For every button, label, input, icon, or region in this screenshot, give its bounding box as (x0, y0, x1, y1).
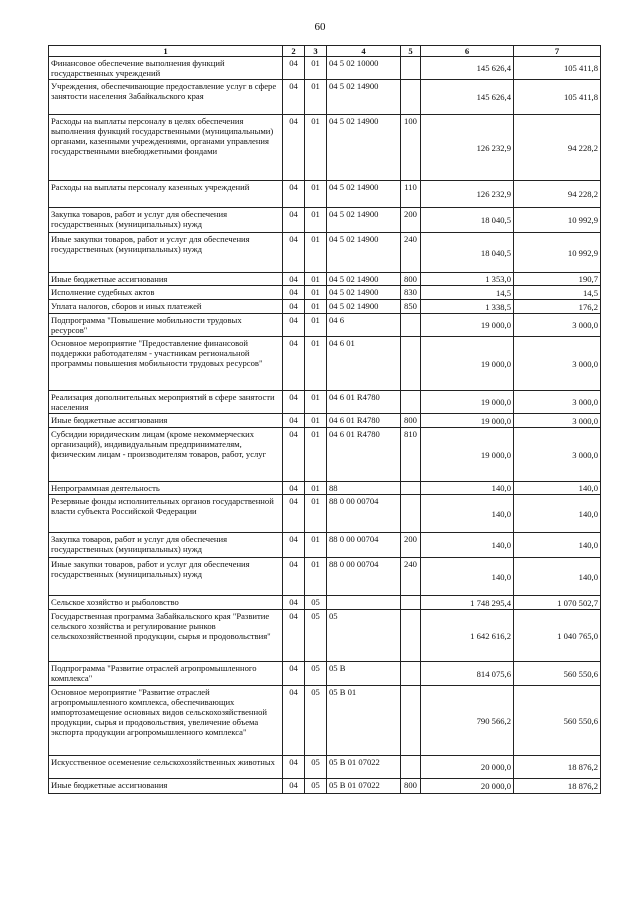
row-target-article: 05 (327, 610, 401, 662)
row-amount-year-2: 3 000,0 (514, 428, 601, 482)
row-expense-type: 800 (401, 273, 421, 286)
row-name: Иные закупки товаров, работ и услуг для обеспечения государственных (муниципальных) нужд (49, 233, 283, 273)
row-expense-type (401, 57, 421, 80)
row-amount-year-2: 14,5 (514, 286, 601, 300)
row-name: Иные бюджетные ассигнования (49, 779, 283, 794)
row-amount-year-1: 18 040,5 (421, 233, 514, 273)
row-amount-year-1: 145 626,4 (421, 80, 514, 115)
row-amount-year-1: 126 232,9 (421, 181, 514, 208)
table-row (49, 414, 601, 428)
row-amount-year-1: 790 566,2 (421, 686, 514, 756)
row-section: 04 (283, 686, 305, 756)
row-name: Иные бюджетные ассигнования (49, 273, 283, 286)
row-amount-year-2: 560 550,6 (514, 686, 601, 756)
row-subsection: 01 (305, 181, 327, 208)
row-amount-year-1: 145 626,4 (421, 57, 514, 80)
page-number: 60 (314, 21, 326, 33)
col-header-5: 5 (401, 46, 421, 57)
row-name: Учреждения, обеспечивающие предоставление услуг в сфере занятости населения Забайкальского края (49, 80, 283, 115)
row-target-article: 05 В 01 07022 (327, 756, 401, 779)
row-amount-year-2: 1 040 765,0 (514, 610, 601, 662)
row-subsection: 05 (305, 596, 327, 610)
row-name: Подпрограмма "Повышение мобильности трудовых ресурсов" (49, 314, 283, 337)
row-subsection: 01 (305, 300, 327, 314)
row-subsection: 01 (305, 208, 327, 233)
row-name: Исполнение судебных актов (49, 286, 283, 300)
row-amount-year-2: 18 876,2 (514, 756, 601, 779)
row-amount-year-1: 19 000,0 (421, 391, 514, 414)
row-subsection: 01 (305, 57, 327, 80)
row-amount-year-1: 814 075,6 (421, 662, 514, 686)
row-amount-year-2: 105 411,8 (514, 57, 601, 80)
row-expense-type (401, 756, 421, 779)
table-row (49, 300, 601, 314)
row-expense-type (401, 686, 421, 756)
row-section: 04 (283, 779, 305, 794)
row-target-article: 05 В (327, 662, 401, 686)
row-section: 04 (283, 181, 305, 208)
header-row (49, 46, 601, 57)
row-expense-type (401, 482, 421, 495)
row-section: 04 (283, 533, 305, 558)
row-amount-year-1: 126 232,9 (421, 115, 514, 181)
row-target-article: 88 0 00 00704 (327, 533, 401, 558)
row-name: Реализация дополнительных мероприятий в сфере занятости населения (49, 391, 283, 414)
row-amount-year-1: 1 338,5 (421, 300, 514, 314)
row-section: 04 (283, 57, 305, 80)
row-subsection: 01 (305, 558, 327, 596)
row-expense-type: 200 (401, 533, 421, 558)
row-amount-year-1: 1 748 295,4 (421, 596, 514, 610)
row-name: Подпрограмма "Развитие отраслей агропромышленного комплекса" (49, 662, 283, 686)
row-target-article: 04 5 02 14900 (327, 208, 401, 233)
row-expense-type (401, 495, 421, 533)
row-expense-type (401, 391, 421, 414)
row-target-article: 04 6 01 R4780 (327, 414, 401, 428)
row-target-article: 04 6 01 R4780 (327, 391, 401, 414)
row-expense-type (401, 314, 421, 337)
row-amount-year-2: 3 000,0 (514, 414, 601, 428)
col-header-6: 6 (421, 46, 514, 57)
row-subsection: 05 (305, 779, 327, 794)
row-amount-year-1: 20 000,0 (421, 779, 514, 794)
row-subsection: 01 (305, 533, 327, 558)
row-amount-year-1: 19 000,0 (421, 428, 514, 482)
table-row (49, 495, 601, 533)
row-section: 04 (283, 428, 305, 482)
row-amount-year-2: 18 876,2 (514, 779, 601, 794)
row-amount-year-2: 140,0 (514, 495, 601, 533)
row-section: 04 (283, 495, 305, 533)
row-name: Резервные фонды исполнительных органов государственной власти субъекта Российской Федерации (49, 495, 283, 533)
row-target-article: 04 5 02 10000 (327, 57, 401, 80)
row-target-article: 04 5 02 14900 (327, 80, 401, 115)
row-expense-type (401, 596, 421, 610)
table-row (49, 686, 601, 756)
row-expense-type: 100 (401, 115, 421, 181)
row-name: Государственная программа Забайкальского края "Развитие сельского хозяйства и регулирование рынков сельскохозяйственной продукции, сырья и продовольствия" (49, 610, 283, 662)
table-row (49, 596, 601, 610)
row-expense-type: 800 (401, 414, 421, 428)
row-amount-year-2: 140,0 (514, 533, 601, 558)
row-amount-year-1: 140,0 (421, 533, 514, 558)
row-subsection: 01 (305, 428, 327, 482)
table-row (49, 286, 601, 300)
table-row (49, 533, 601, 558)
row-amount-year-2: 176,2 (514, 300, 601, 314)
row-amount-year-2: 140,0 (514, 558, 601, 596)
row-section: 04 (283, 80, 305, 115)
table-row (49, 208, 601, 233)
row-name: Закупка товаров, работ и услуг для обеспечения государственных (муниципальных) нужд (49, 533, 283, 558)
table-row (49, 337, 601, 391)
row-amount-year-1: 18 040,5 (421, 208, 514, 233)
table-row (49, 482, 601, 495)
row-section: 04 (283, 273, 305, 286)
row-expense-type (401, 337, 421, 391)
row-section: 04 (283, 610, 305, 662)
row-subsection: 05 (305, 662, 327, 686)
table-row (49, 610, 601, 662)
table-row (49, 273, 601, 286)
row-section: 04 (283, 233, 305, 273)
table-row (49, 662, 601, 686)
row-section: 04 (283, 596, 305, 610)
row-amount-year-1: 14,5 (421, 286, 514, 300)
row-name: Расходы на выплаты персоналу казенных учреждений (49, 181, 283, 208)
row-amount-year-1: 140,0 (421, 558, 514, 596)
row-name: Основное мероприятие "Предоставление финансовой поддержки работодателям - участникам региональной программы повышения мобильности трудовых ресурсов" (49, 337, 283, 391)
row-name: Сельское хозяйство и рыболовство (49, 596, 283, 610)
row-name: Финансовое обеспечение выполнения функций государственных учреждений (49, 57, 283, 80)
col-header-3: 3 (305, 46, 327, 57)
row-section: 04 (283, 300, 305, 314)
table-row (49, 558, 601, 596)
col-header-4: 4 (327, 46, 401, 57)
row-target-article: 04 5 02 14900 (327, 273, 401, 286)
row-section: 04 (283, 286, 305, 300)
row-target-article: 04 6 01 R4780 (327, 428, 401, 482)
row-subsection: 01 (305, 233, 327, 273)
col-header-7: 7 (514, 46, 601, 57)
row-subsection: 01 (305, 337, 327, 391)
row-target-article: 04 5 02 14900 (327, 300, 401, 314)
row-amount-year-2: 105 411,8 (514, 80, 601, 115)
row-expense-type: 110 (401, 181, 421, 208)
row-expense-type: 240 (401, 558, 421, 596)
row-amount-year-1: 19 000,0 (421, 337, 514, 391)
row-name: Непрограммная деятельность (49, 482, 283, 495)
row-subsection: 01 (305, 414, 327, 428)
row-section: 04 (283, 391, 305, 414)
row-target-article: 05 В 01 (327, 686, 401, 756)
row-name: Уплата налогов, сборов и иных платежей (49, 300, 283, 314)
row-name: Искусственное осеменение сельскохозяйственных животных (49, 756, 283, 779)
row-amount-year-2: 3 000,0 (514, 337, 601, 391)
row-amount-year-2: 94 228,2 (514, 115, 601, 181)
row-target-article: 04 6 01 (327, 337, 401, 391)
row-section: 04 (283, 482, 305, 495)
row-amount-year-2: 3 000,0 (514, 314, 601, 337)
table-row (49, 57, 601, 80)
row-subsection: 01 (305, 482, 327, 495)
row-amount-year-1: 140,0 (421, 495, 514, 533)
row-amount-year-1: 19 000,0 (421, 414, 514, 428)
row-target-article: 04 5 02 14900 (327, 286, 401, 300)
row-expense-type: 800 (401, 779, 421, 794)
row-expense-type (401, 610, 421, 662)
col-header-1: 1 (49, 46, 283, 57)
row-section: 04 (283, 756, 305, 779)
row-name: Основное мероприятие "Развитие отраслей агропромышленного комплекса, обеспечивающих импортозамещение основных видов сельскохозяйственной продукции, сырья и продовольствия, увеличение объема экспорта продукции агропромышленного комплекса" (49, 686, 283, 756)
table-row (49, 756, 601, 779)
row-name: Закупка товаров, работ и услуг для обеспечения государственных (муниципальных) нужд (49, 208, 283, 233)
row-expense-type: 810 (401, 428, 421, 482)
budget-table (48, 45, 601, 794)
row-amount-year-1: 1 642 616,2 (421, 610, 514, 662)
table-row (49, 80, 601, 115)
row-target-article: 05 В 01 07022 (327, 779, 401, 794)
row-subsection: 01 (305, 495, 327, 533)
table-row (49, 181, 601, 208)
row-section: 04 (283, 208, 305, 233)
row-subsection: 01 (305, 314, 327, 337)
row-section: 04 (283, 558, 305, 596)
row-target-article: 04 5 02 14900 (327, 233, 401, 273)
table-row (49, 115, 601, 181)
row-amount-year-1: 140,0 (421, 482, 514, 495)
row-section: 04 (283, 662, 305, 686)
row-target-article (327, 596, 401, 610)
row-target-article: 88 0 00 00704 (327, 558, 401, 596)
row-expense-type: 200 (401, 208, 421, 233)
table-row (49, 314, 601, 337)
row-subsection: 05 (305, 756, 327, 779)
row-target-article: 04 5 02 14900 (327, 181, 401, 208)
row-target-article: 88 0 00 00704 (327, 495, 401, 533)
row-subsection: 01 (305, 286, 327, 300)
table-row (49, 233, 601, 273)
row-subsection: 01 (305, 115, 327, 181)
row-amount-year-2: 10 992,9 (514, 208, 601, 233)
col-header-2: 2 (283, 46, 305, 57)
row-target-article: 04 6 (327, 314, 401, 337)
row-section: 04 (283, 414, 305, 428)
row-subsection: 01 (305, 273, 327, 286)
row-name: Субсидии юридическим лицам (кроме некоммерческих организаций), индивидуальным предпринимателям, физическим лицам - производителям товаров, работ, услуг (49, 428, 283, 482)
row-expense-type: 850 (401, 300, 421, 314)
row-amount-year-1: 1 353,0 (421, 273, 514, 286)
row-expense-type: 240 (401, 233, 421, 273)
row-section: 04 (283, 314, 305, 337)
table-row (49, 428, 601, 482)
table-row (49, 391, 601, 414)
row-name: Иные бюджетные ассигнования (49, 414, 283, 428)
row-amount-year-2: 3 000,0 (514, 391, 601, 414)
row-amount-year-1: 19 000,0 (421, 314, 514, 337)
row-subsection: 05 (305, 610, 327, 662)
row-amount-year-2: 1 070 502,7 (514, 596, 601, 610)
row-target-article: 88 (327, 482, 401, 495)
row-name: Иные закупки товаров, работ и услуг для обеспечения государственных (муниципальных) нужд (49, 558, 283, 596)
row-amount-year-2: 190,7 (514, 273, 601, 286)
row-subsection: 01 (305, 391, 327, 414)
row-amount-year-2: 560 550,6 (514, 662, 601, 686)
row-amount-year-2: 94 228,2 (514, 181, 601, 208)
row-amount-year-1: 20 000,0 (421, 756, 514, 779)
row-subsection: 01 (305, 80, 327, 115)
row-section: 04 (283, 337, 305, 391)
row-subsection: 05 (305, 686, 327, 756)
row-expense-type (401, 662, 421, 686)
row-amount-year-2: 10 992,9 (514, 233, 601, 273)
row-section: 04 (283, 115, 305, 181)
row-expense-type (401, 80, 421, 115)
row-target-article: 04 5 02 14900 (327, 115, 401, 181)
row-expense-type: 830 (401, 286, 421, 300)
table-row (49, 779, 601, 794)
row-name: Расходы на выплаты персоналу в целях обеспечения выполнения функций государственными (муниципальными) органами, казенными учреждениями, органами управления государственными внебюджетными фондами (49, 115, 283, 181)
row-amount-year-2: 140,0 (514, 482, 601, 495)
